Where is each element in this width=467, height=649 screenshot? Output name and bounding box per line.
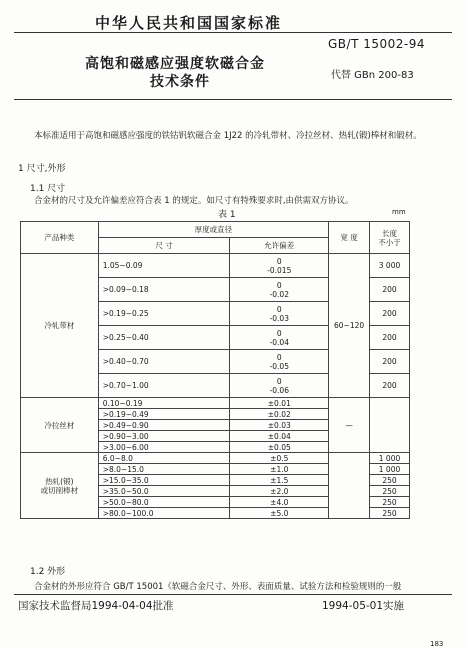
table-row — [21, 453, 410, 464]
section-1-1-heading: 1.1 尺寸 — [30, 184, 66, 194]
th-product: 产品种类 — [21, 222, 99, 254]
footer-rule — [14, 594, 452, 595]
cell-tol: 0 -0.015 — [230, 254, 329, 278]
implementation-date: 1994-05-01实施 — [322, 600, 405, 612]
cell-size: >15.0~35.0 — [98, 475, 230, 486]
cell-length: 200 — [370, 326, 410, 350]
th-size: 尺 寸 — [98, 238, 230, 254]
cell-length: 200 — [370, 302, 410, 326]
cell-tol: 0 -0.02 — [230, 278, 329, 302]
cell-tol: 0 -0.06 — [230, 374, 329, 398]
cell-tol: ±0.03 — [230, 420, 329, 431]
cell-size: >0.19~0.25 — [98, 302, 230, 326]
th-width: 宽 度 — [329, 222, 370, 254]
cell-size: >3.00~6.00 — [98, 442, 230, 453]
cell-size: >0.09~0.18 — [98, 278, 230, 302]
cell-tol: ±0.04 — [230, 431, 329, 442]
title-rule — [14, 99, 452, 100]
group-name: 冷拉丝材 — [21, 398, 99, 453]
table-caption: 表 1 — [218, 210, 236, 220]
replaces-standard: 代替 GBn 200-83 — [331, 70, 414, 81]
cell-tol: ±5.0 — [230, 508, 329, 519]
cell-tol: 0 -0.03 — [230, 302, 329, 326]
cell-size: >0.70~1.00 — [98, 374, 230, 398]
cell-size: >8.0~15.0 — [98, 464, 230, 475]
group-width — [329, 453, 370, 519]
cell-size: 6.0~8.0 — [98, 453, 230, 464]
th-length: 长度 不小于 — [370, 222, 410, 254]
cell-tol: ±2.0 — [230, 486, 329, 497]
cell-size: >0.19~0.49 — [98, 409, 230, 420]
cell-length: 250 — [370, 475, 410, 486]
cell-length: 1 000 — [370, 464, 410, 475]
intro-paragraph: 本标准适用于高饱和磁感应强度的铁钴钒软磁合金 1J22 的冷轧带材、冷拉丝材、热轧(锻)棒材和锻材。 — [34, 131, 422, 141]
group-name: 冷轧带材 — [21, 254, 99, 398]
section-1-2-text: 合金材的外形应符合 GB/T 15001《软磁合金尺寸、外形、表面质量、试验方法和检验规则的一般 — [34, 582, 402, 592]
cell-size: >80.0~100.0 — [98, 508, 230, 519]
standard-org-title: 中华人民共和国国家标准 — [95, 14, 283, 32]
cell-tol: ±0.01 — [230, 398, 329, 409]
page-number: 183 — [430, 640, 444, 648]
cell-length: 250 — [370, 508, 410, 519]
cell-tol: ±1.0 — [230, 464, 329, 475]
th-spec: 厚度或直径 — [98, 222, 328, 238]
cell-length: 3 000 — [370, 254, 410, 278]
group-width: — — [329, 398, 370, 453]
cell-size: 1.05~0.09 — [98, 254, 230, 278]
approval-line: 国家技术监督局1994-04-04批准 — [18, 600, 174, 612]
header-rule — [14, 32, 452, 33]
cell-size: >50.0~80.0 — [98, 497, 230, 508]
document-subtitle: 技术条件 — [150, 74, 210, 90]
cell-size: >0.40~0.70 — [98, 350, 230, 374]
cell-length: 250 — [370, 497, 410, 508]
cell-tol: ±1.5 — [230, 475, 329, 486]
dimension-table — [20, 221, 410, 519]
document-title: 高饱和磁感应强度软磁合金 — [85, 56, 265, 72]
cell-length: 200 — [370, 374, 410, 398]
cell-length: 200 — [370, 350, 410, 374]
table-unit: mm — [392, 208, 406, 216]
cell-size: >0.49~0.90 — [98, 420, 230, 431]
section-1-2-heading: 1.2 外形 — [30, 567, 66, 577]
cell-tol: ±0.05 — [230, 442, 329, 453]
section-1-heading: 1 尺寸,外形 — [18, 164, 66, 174]
cell-tol: ±4.0 — [230, 497, 329, 508]
cell-size: >35.0~50.0 — [98, 486, 230, 497]
th-tolerance: 允许偏差 — [230, 238, 329, 254]
cell-length: 200 — [370, 278, 410, 302]
group-width: 60~120 — [329, 254, 370, 398]
cell-size: >0.25~0.40 — [98, 326, 230, 350]
cell-size: >0.90~3.00 — [98, 431, 230, 442]
table-row — [21, 254, 410, 278]
cell-tol: 0 -0.04 — [230, 326, 329, 350]
cell-length — [370, 398, 410, 453]
standard-number: GB/T 15002-94 — [328, 37, 425, 51]
table-row — [21, 398, 410, 409]
cell-size: 0.10~0.19 — [98, 398, 230, 409]
cell-tol: ±0.5 — [230, 453, 329, 464]
group-name: 热轧(锻) 或切削棒材 — [21, 453, 99, 519]
section-1-1-text: 合金材的尺寸及允许偏差应符合表 1 的规定。如尺寸有特殊要求时,由供需双方协议。 — [34, 196, 354, 206]
cell-length: 1 000 — [370, 453, 410, 464]
cell-tol: ±0.02 — [230, 409, 329, 420]
cell-tol: 0 -0.05 — [230, 350, 329, 374]
cell-length: 250 — [370, 486, 410, 497]
